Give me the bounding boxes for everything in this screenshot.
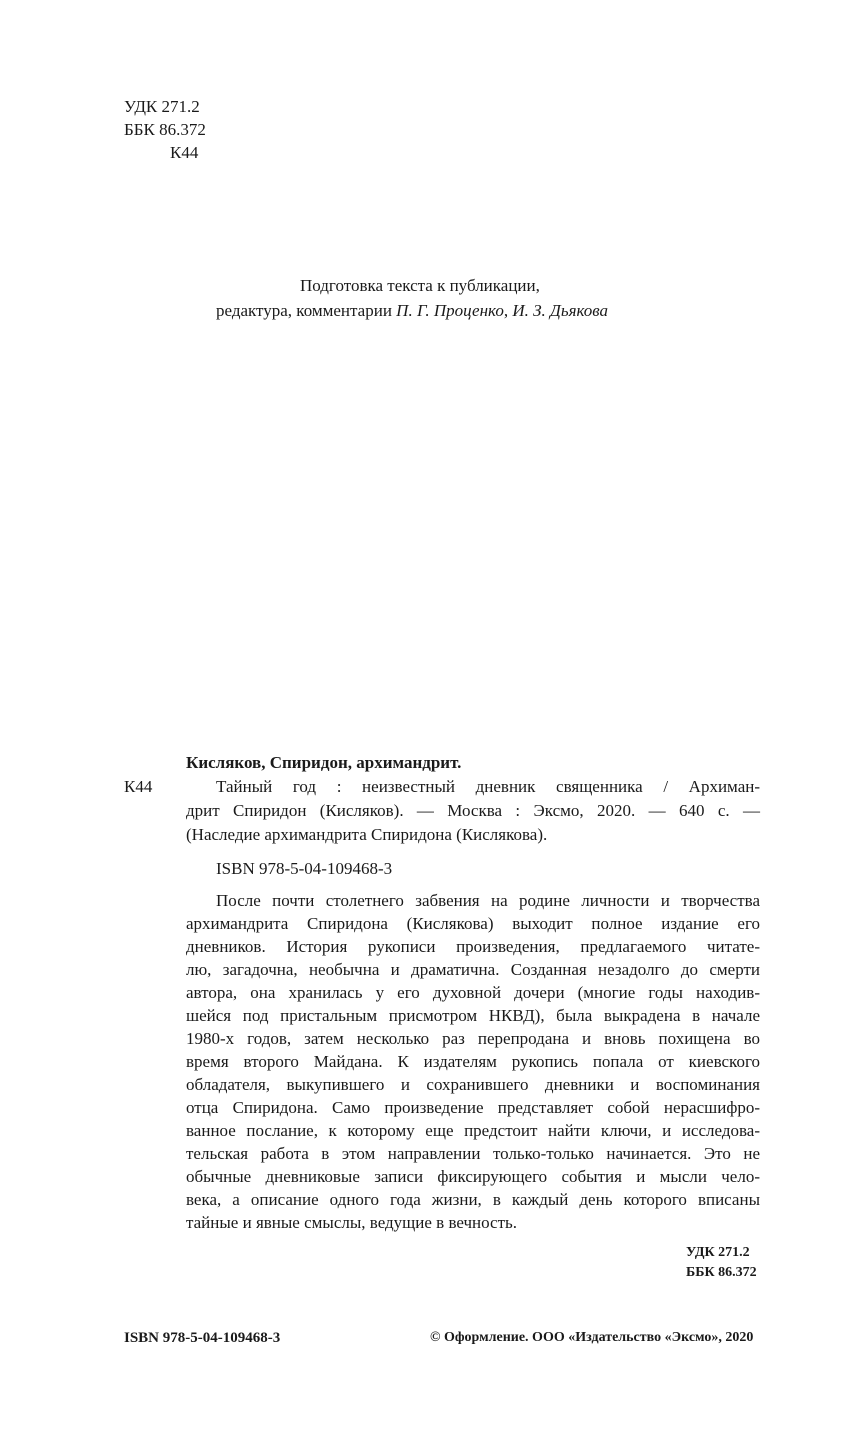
preparation-line: Подготовка текста к публикации, [300, 276, 540, 295]
editor-separator: , [503, 301, 509, 320]
annotation-line: обычные дневниковые записи фиксирующего события и мысли чело- [186, 1167, 760, 1186]
author-mark: К44 [170, 143, 199, 162]
catalog-description-line: дрит Спиридон (Кисляков). — Москва : Эксмо, 2020. — 640 с. — [186, 801, 760, 820]
catalog-author-heading: Кисляков, Спиридон, архимандрит. [186, 753, 462, 772]
catalog-description-line: Тайный год : неизвестный дневник священника / Архиман- [216, 777, 760, 796]
editors-line [216, 300, 608, 322]
catalog-description-line: (Наследие архимандрита Спиридона (Кислякова). [186, 825, 548, 844]
annotation-line: время второго Майдана. К издателям рукопись попала от киевского [186, 1052, 760, 1071]
editors-prefix: редактура, комментарии [216, 301, 392, 320]
udk-code-bottom: УДК 271.2 [686, 1245, 750, 1260]
bbk-code-bottom: ББК 86.372 [686, 1265, 757, 1280]
udk-code: УДК 271.2 [124, 97, 200, 116]
annotation-line: тельская работа в этом направлении только-только начинается. Это не [186, 1144, 760, 1163]
annotation-line: века, а описание одного года жизни, в каждый день которого вписаны [186, 1190, 760, 1209]
editor-name: И. З. Дьякова [512, 301, 609, 320]
footer-isbn: ISBN 978-5-04-109468-3 [124, 1330, 281, 1346]
annotation-line: отца Спиридона. Само произведение представляет собой нерасшифро- [186, 1098, 760, 1117]
annotation-line: После почти столетнего забвения на родине личности и творчества [216, 891, 760, 910]
footer-copyright: © Оформление. ООО «Издательство «Эксмо», 2020 [430, 1330, 754, 1345]
annotation-line: автора, она хранилась у его духовной дочери (многие годы находив- [186, 983, 760, 1002]
bbk-code: ББК 86.372 [124, 120, 206, 139]
annotation-line: архимандрита Спиридона (Кислякова) выходит полное издание его [186, 914, 760, 933]
annotation-line: ванное послание, к которому еще предстоит найти ключи, и исследова- [186, 1121, 760, 1140]
editor-name: П. Г. Проценко [396, 301, 504, 320]
annotation-line: шейся под пристальным присмотром НКВД), была выкрадена в начале [186, 1006, 760, 1025]
annotation-line: 1980-х годов, затем несколько раз перепродана и вновь похищена во [186, 1029, 760, 1048]
catalog-author-mark: К44 [124, 777, 153, 796]
annotation-line: тайные и явные смыслы, ведущие в вечность. [186, 1213, 518, 1232]
annotation-line: обладателя, выкупившего и сохранившего дневники и воспоминания [186, 1075, 760, 1094]
annotation-line: дневников. История рукописи произведения, предлагаемого читате- [186, 937, 760, 956]
catalog-isbn: ISBN 978-5-04-109468-3 [216, 859, 393, 878]
annotation-line: лю, загадочна, необычна и драматична. Созданная незадолго до смерти [186, 960, 760, 979]
